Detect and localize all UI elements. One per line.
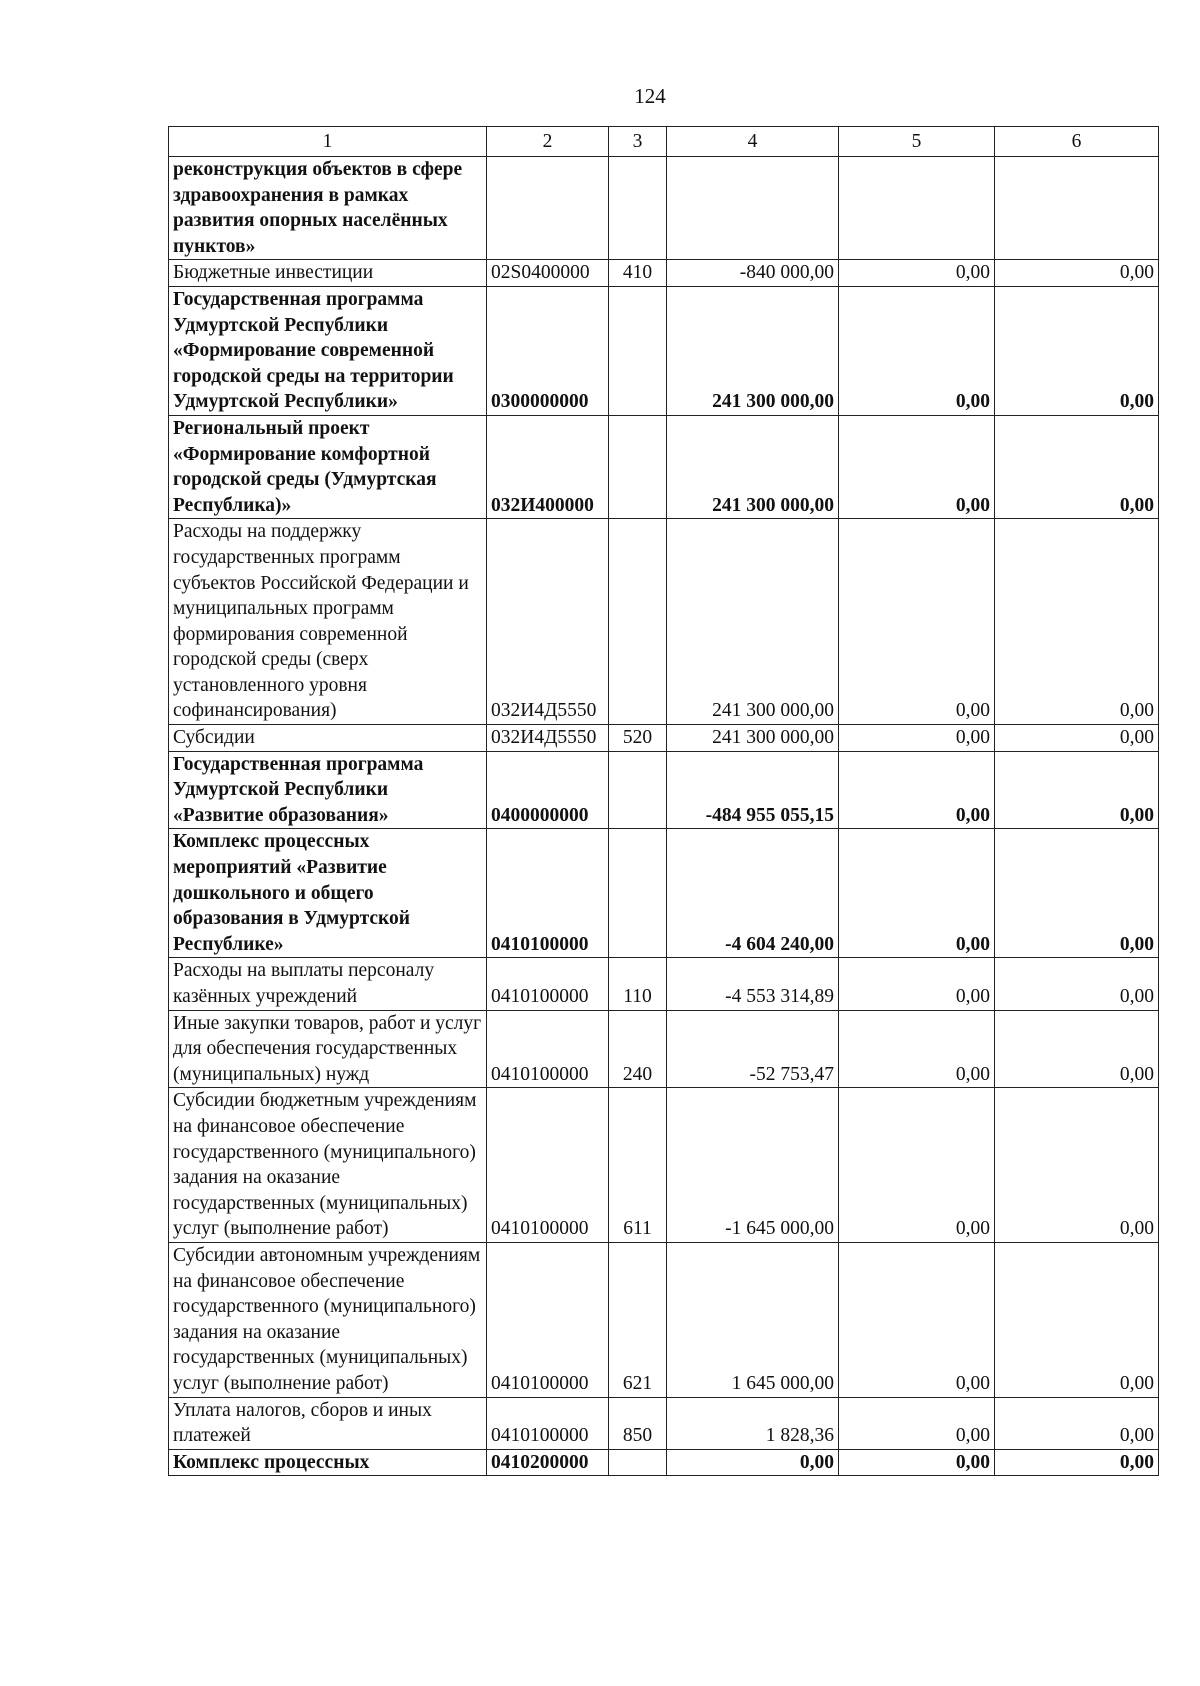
row-value-6: 0,00 [995, 725, 1159, 752]
row-value-6: 0,00 [995, 260, 1159, 287]
row-value-5: 0,00 [839, 751, 995, 829]
row-code: 0410100000 [487, 829, 609, 958]
row-name: Расходы на поддержку государственных программ субъектов Российской Федерации и муниципальных программ формирования современной городской среды (сверх установленного уровня софинансирования) [169, 519, 487, 725]
row-expense-type [609, 415, 667, 518]
table-row [169, 725, 1159, 752]
row-value-5: 0,00 [839, 958, 995, 1010]
row-value-4: -1 645 000,00 [667, 1088, 839, 1243]
row-code: 0300000000 [487, 286, 609, 415]
budget-table [168, 126, 1159, 1476]
row-value-5: 0,00 [839, 519, 995, 725]
table-row [169, 1242, 1159, 1397]
row-value-5: 0,00 [839, 1088, 995, 1243]
row-name: реконструкция объектов в сфере здравоохранения в рамках развития опорных населённых пунктов» [169, 157, 487, 260]
row-value-5 [839, 157, 995, 260]
row-name: Уплата налогов, сборов и иных платежей [169, 1397, 487, 1449]
row-code: 02S0400000 [487, 260, 609, 287]
table-row [169, 751, 1159, 829]
table-row [169, 415, 1159, 518]
row-value-5: 0,00 [839, 286, 995, 415]
row-value-5: 0,00 [839, 260, 995, 287]
column-header: 1 [169, 127, 487, 157]
row-value-4: 241 300 000,00 [667, 286, 839, 415]
table-row [169, 958, 1159, 1010]
row-expense-type: 850 [609, 1397, 667, 1449]
table-row [169, 260, 1159, 287]
table-row [169, 829, 1159, 958]
row-name: Комплекс процессных мероприятий «Развитие дошкольного и общего образования в Удмуртской Республике» [169, 829, 487, 958]
row-name: Субсидии бюджетным учреждениям на финансовое обеспечение государственного (муниципального) задания на оказание государственных (муниципальных) услуг (выполнение работ) [169, 1088, 487, 1243]
row-expense-type [609, 829, 667, 958]
table-row [169, 1397, 1159, 1449]
column-header: 2 [487, 127, 609, 157]
row-value-6: 0,00 [995, 751, 1159, 829]
row-value-6: 0,00 [995, 1449, 1159, 1476]
table-row [169, 286, 1159, 415]
row-value-6 [995, 157, 1159, 260]
row-value-4: 1 645 000,00 [667, 1242, 839, 1397]
row-value-5: 0,00 [839, 415, 995, 518]
table-row [169, 1088, 1159, 1243]
column-header: 4 [667, 127, 839, 157]
row-name: Иные закупки товаров, работ и услуг для обеспечения государственных (муниципальных) нужд [169, 1010, 487, 1088]
table-row [169, 157, 1159, 260]
row-value-5: 0,00 [839, 829, 995, 958]
row-value-5: 0,00 [839, 725, 995, 752]
row-code: 0410100000 [487, 1397, 609, 1449]
row-expense-type [609, 519, 667, 725]
row-value-4: 0,00 [667, 1449, 839, 1476]
row-code: 032И4Д5550 [487, 725, 609, 752]
row-value-6: 0,00 [995, 286, 1159, 415]
row-value-6: 0,00 [995, 1397, 1159, 1449]
row-expense-type [609, 751, 667, 829]
row-code: 0410100000 [487, 1010, 609, 1088]
table-row [169, 519, 1159, 725]
row-value-6: 0,00 [995, 415, 1159, 518]
row-value-4: -840 000,00 [667, 260, 839, 287]
row-name: Региональный проект «Формирование комфортной городской среды (Удмуртская Республика)» [169, 415, 487, 518]
row-code: 0410100000 [487, 958, 609, 1010]
row-expense-type: 110 [609, 958, 667, 1010]
row-code: 032И400000 [487, 415, 609, 518]
row-expense-type: 520 [609, 725, 667, 752]
row-value-6: 0,00 [995, 958, 1159, 1010]
row-expense-type: 240 [609, 1010, 667, 1088]
row-code: 0410100000 [487, 1242, 609, 1397]
row-value-5: 0,00 [839, 1449, 995, 1476]
row-value-4: 241 300 000,00 [667, 415, 839, 518]
row-value-4: 241 300 000,00 [667, 725, 839, 752]
row-value-6: 0,00 [995, 1242, 1159, 1397]
row-code: 0410100000 [487, 1088, 609, 1243]
column-header: 3 [609, 127, 667, 157]
column-header: 6 [995, 127, 1159, 157]
row-name: Бюджетные инвестиции [169, 260, 487, 287]
row-expense-type: 611 [609, 1088, 667, 1243]
row-name: Комплекс процессных [169, 1449, 487, 1476]
row-value-6: 0,00 [995, 519, 1159, 725]
row-name: Государственная программа Удмуртской Республики «Развитие образования» [169, 751, 487, 829]
row-expense-type: 621 [609, 1242, 667, 1397]
row-value-4: -4 604 240,00 [667, 829, 839, 958]
page-number: 124 [634, 84, 666, 108]
row-code: 0410200000 [487, 1449, 609, 1476]
row-value-4: -52 753,47 [667, 1010, 839, 1088]
row-name: Государственная программа Удмуртской Республики «Формирование современной городской среды на территории Удмуртской Республики» [169, 286, 487, 415]
row-value-6: 0,00 [995, 1010, 1159, 1088]
table-row [169, 1010, 1159, 1088]
row-value-4: -4 553 314,89 [667, 958, 839, 1010]
row-value-6: 0,00 [995, 829, 1159, 958]
row-value-5: 0,00 [839, 1010, 995, 1088]
column-header: 5 [839, 127, 995, 157]
row-value-4: 1 828,36 [667, 1397, 839, 1449]
row-expense-type [609, 1449, 667, 1476]
row-expense-type: 410 [609, 260, 667, 287]
row-value-6: 0,00 [995, 1088, 1159, 1243]
row-code: 032И4Д5550 [487, 519, 609, 725]
row-value-5: 0,00 [839, 1397, 995, 1449]
row-value-4: 241 300 000,00 [667, 519, 839, 725]
row-code: 0400000000 [487, 751, 609, 829]
table-row [169, 1449, 1159, 1476]
row-code [487, 157, 609, 260]
row-expense-type [609, 286, 667, 415]
row-expense-type [609, 157, 667, 260]
row-name: Расходы на выплаты персоналу казённых учреждений [169, 958, 487, 1010]
row-name: Субсидии [169, 725, 487, 752]
row-value-5: 0,00 [839, 1242, 995, 1397]
row-value-4: -484 955 055,15 [667, 751, 839, 829]
row-value-4 [667, 157, 839, 260]
header-row [169, 127, 1159, 157]
row-name: Субсидии автономным учреждениям на финансовое обеспечение государственного (муниципального) задания на оказание государственных (муниципальных) услуг (выполнение работ) [169, 1242, 487, 1397]
